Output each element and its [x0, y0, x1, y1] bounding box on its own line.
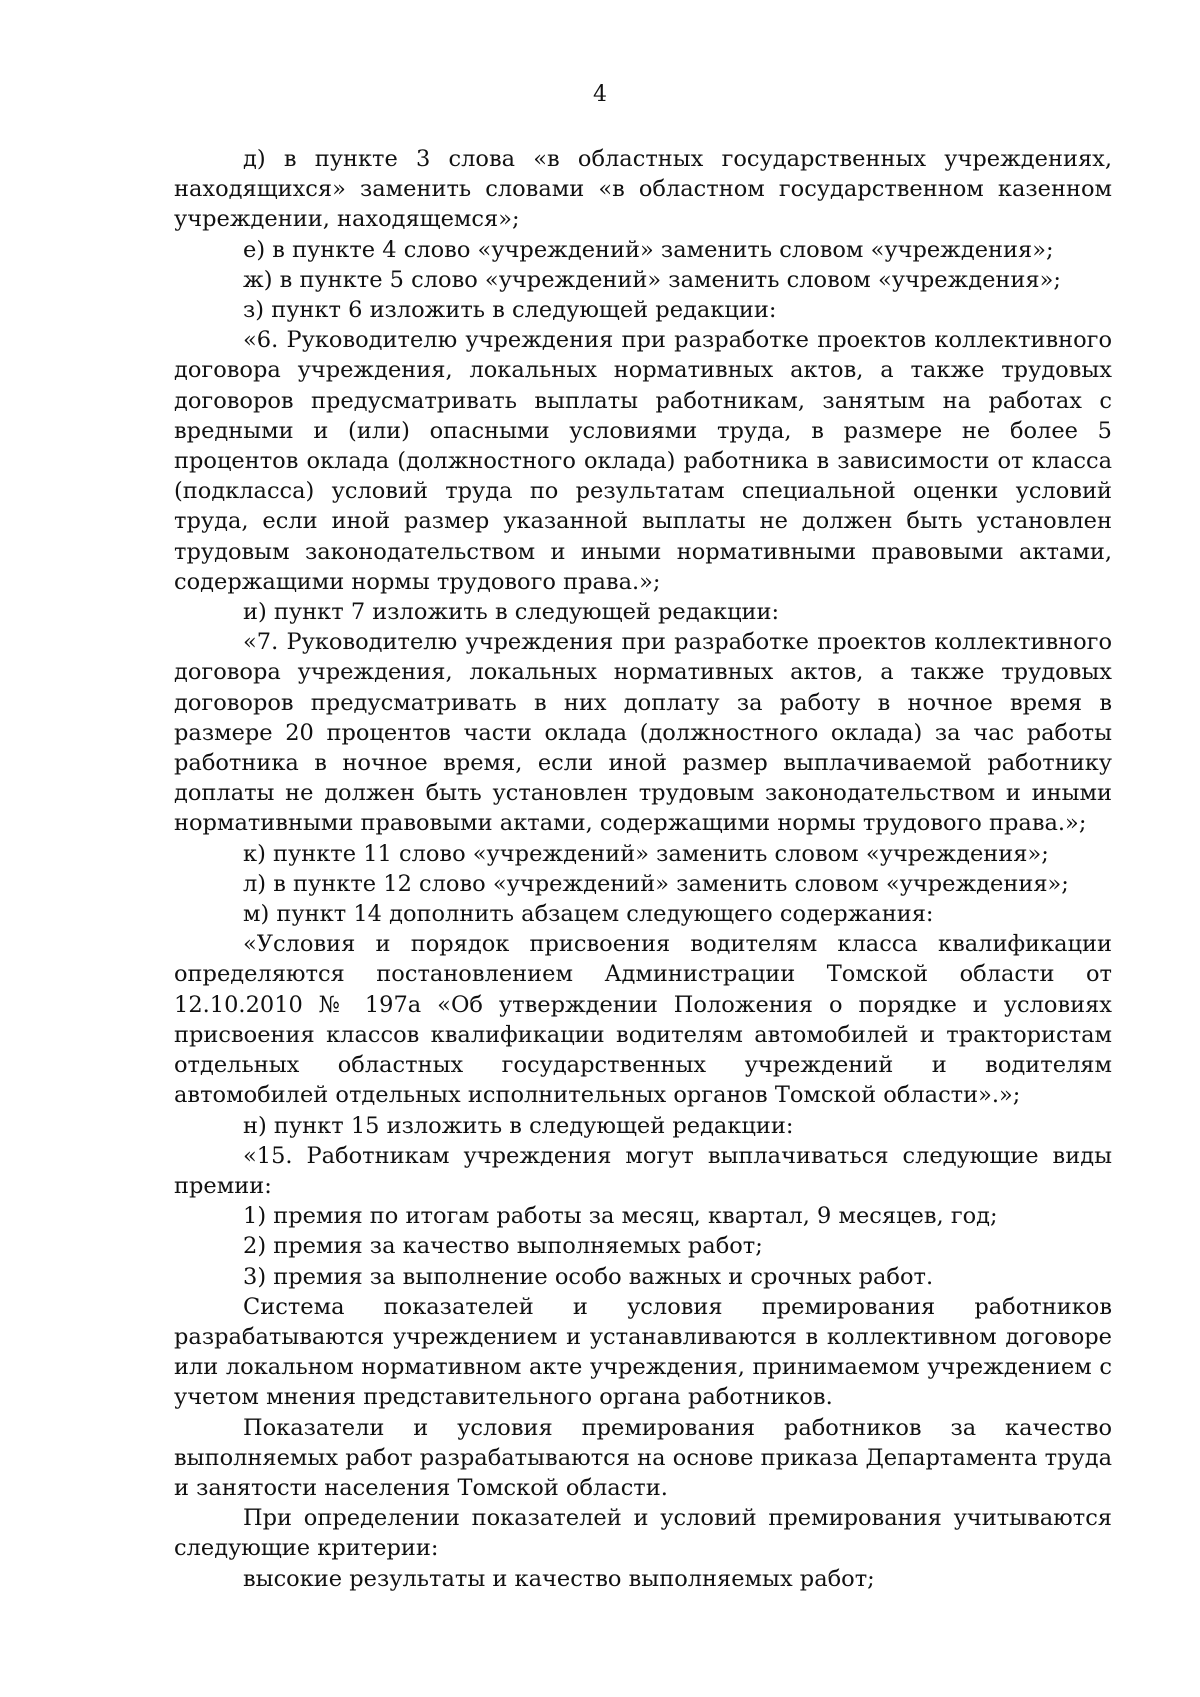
paragraph-item-7: «7. Руководителю учреждения при разработке проектов коллективного договора учреждения, локальных нормативных актов, а также трудовых договоров предусматривать в них доплату за работу в ночное время в размере 20 процентов части оклада (должностного оклада) за час работы работника в ночное время, если иной размер выплачиваемой работнику доплаты не должен быть установлен трудовым законодательством и иными нормативными правовыми актами, содержащими нормы трудового права.»;: [174, 629, 1112, 837]
list-item-bonus-2: 2) премия за качество выполняемых работ;: [243, 1233, 763, 1260]
paragraph-bonus-quality: Показатели и условия премирования работников за качество выполняемых работ разрабатываются на основе приказа Департамента труда и занятости населения Томской области.: [174, 1414, 1112, 1501]
paragraph-i: и) пункт 7 изложить в следующей редакции:: [243, 599, 780, 626]
paragraph-item-15: «15. Работникам учреждения могут выплачиваться следующие виды премии:: [174, 1142, 1112, 1199]
page-number: 4: [593, 82, 607, 107]
document-body: [174, 144, 1112, 1594]
paragraph-criteria: При определении показателей и условий премирования учитываются следующие критерии:: [174, 1505, 1112, 1562]
paragraph-n: н) пункт 15 изложить в следующей редакции:: [243, 1112, 794, 1139]
paragraph-z: з) пункт 6 изложить в следующей редакции:: [243, 297, 777, 324]
paragraph-item-6: «6. Руководителю учреждения при разработке проектов коллективного договора учреждения, локальных нормативных актов, а также трудовых договоров предусматривать выплаты работникам, занятым на работах с вредными и (или) опасными условиями труда, в размере не более 5 процентов оклада (должностного оклада) работника в зависимости от класса (подкласса) условий труда по результатам специальной оценки условий труда, если иной размер указанной выплаты не должен быть установлен трудовым законодательством и иными нормативными правовыми актами, содержащими нормы трудового права.»;: [174, 327, 1112, 595]
paragraph-l: л) в пункте 12 слово «учреждений» заменить словом «учреждения»;: [243, 870, 1069, 897]
paragraph-k: к) пункте 11 слово «учреждений» заменить словом «учреждения»;: [243, 840, 1049, 867]
paragraph-drivers-class: «Условия и порядок присвоения водителям класса квалификации определяются постановлением Администрации Томской области от 12.10.2010 № 197а «Об утверждении Положения о порядке и условиях присвоения классов квалификации водителям автомобилей и трактористам отдельных областных государственных учреждений и водителям автомобилей отдельных исполнительных органов Томской области».»;: [174, 931, 1112, 1109]
paragraph-m: м) пункт 14 дополнить абзацем следующего содержания:: [243, 901, 934, 928]
paragraph-bonus-system: Система показателей и условия премирования работников разрабатываются учреждением и устанавливаются в коллективном договоре или локальном нормативном акте учреждения, принимаемом учреждением с учетом мнения представительного органа работников.: [174, 1293, 1112, 1411]
paragraph-criteria-1: высокие результаты и качество выполняемых работ;: [243, 1565, 875, 1592]
paragraph-d: д) в пункте 3 слова «в областных государственных учреждениях, находящихся» заменить словами «в областном государственном казенном учреждении, находящемся»;: [174, 146, 1112, 233]
list-item-bonus-3: 3) премия за выполнение особо важных и срочных работ.: [243, 1263, 934, 1290]
paragraph-zh: ж) в пункте 5 слово «учреждений» заменить словом «учреждения»;: [243, 266, 1061, 293]
list-item-bonus-1: 1) премия по итогам работы за месяц, квартал, 9 месяцев, год;: [243, 1203, 998, 1230]
paragraph-e: е) в пункте 4 слово «учреждений» заменить словом «учреждения»;: [243, 236, 1054, 263]
